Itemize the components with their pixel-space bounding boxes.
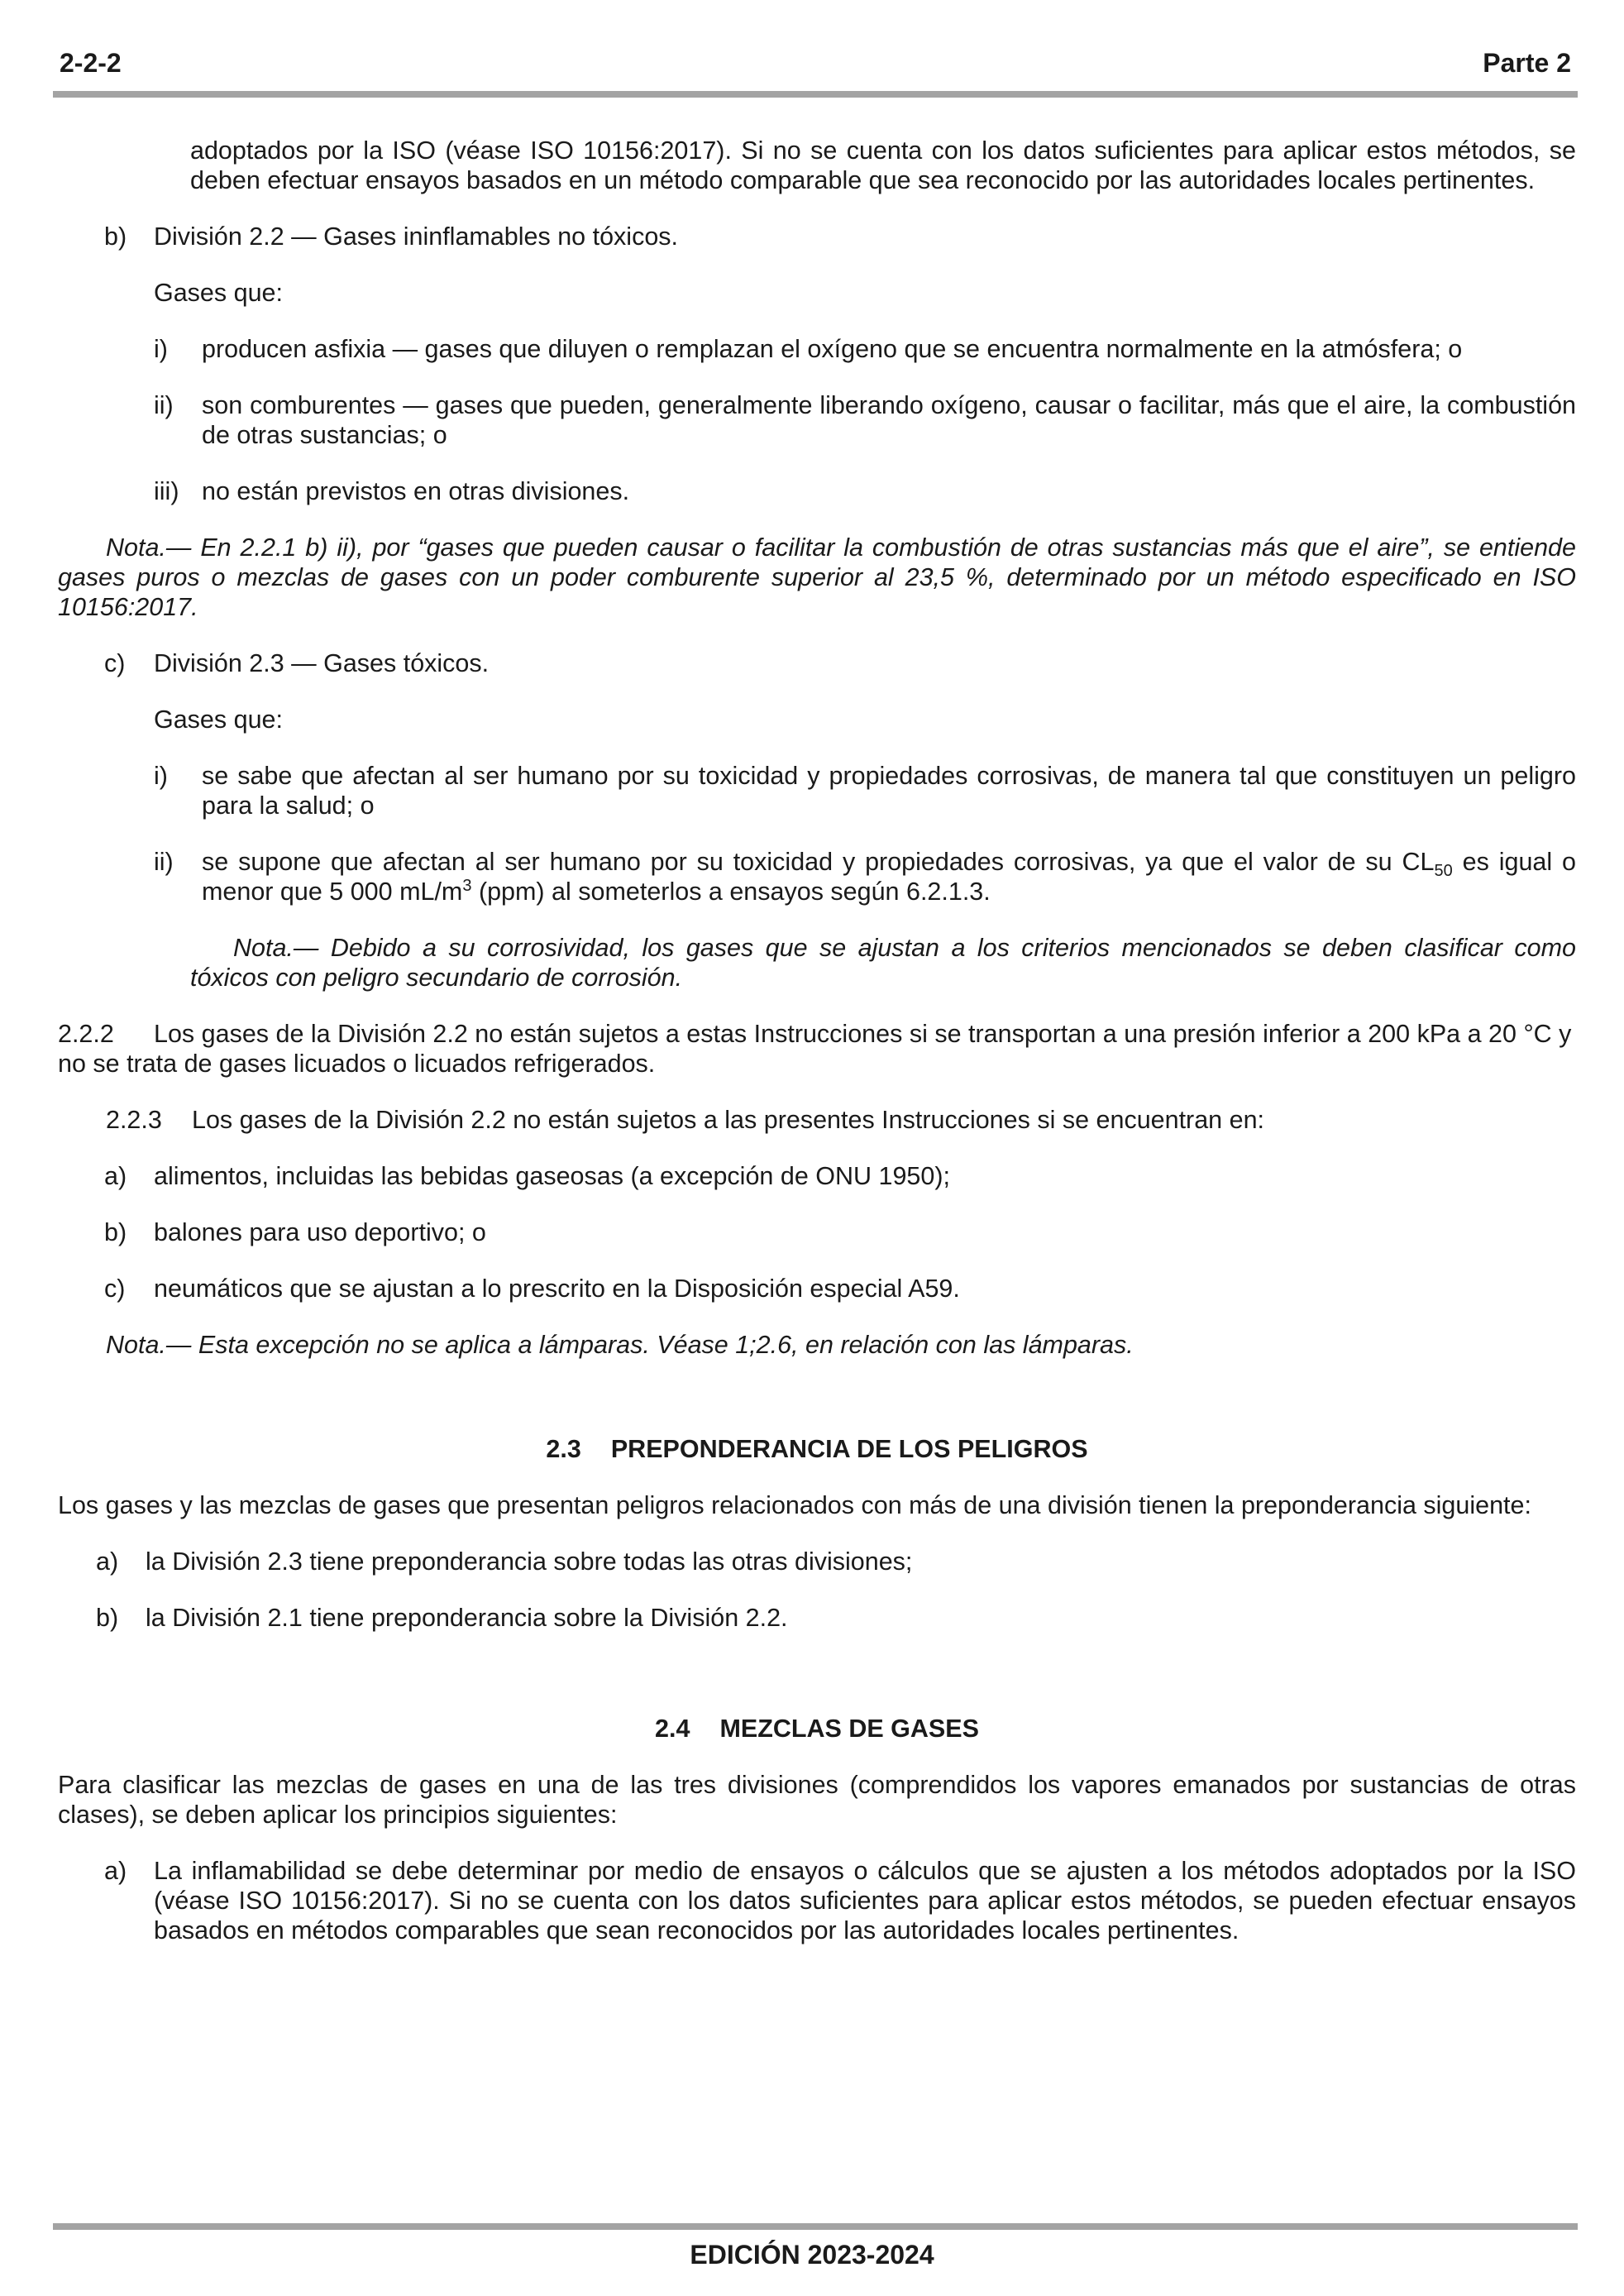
superscript: 3 xyxy=(462,876,472,895)
item-text: División 2.2 — Gases ininflamables no tóxicos. xyxy=(154,222,679,251)
list-item xyxy=(96,1603,1576,1633)
edition-footer: EDICIÓN 2023-2024 xyxy=(690,2240,934,2270)
list-item xyxy=(104,1161,1576,1191)
text-fragment: es igual o menor que 5 000 mL/m xyxy=(202,848,1576,906)
heading-title: MEZCLAS DE GASES xyxy=(719,1715,979,1743)
list-item-b xyxy=(104,222,1576,251)
item-label: b) xyxy=(104,1218,127,1246)
item-label: a) xyxy=(96,1547,119,1576)
list-item xyxy=(154,476,1576,506)
list-item xyxy=(104,1856,1576,1945)
item-label: ii) xyxy=(154,391,174,419)
item-text: producen asfixia — gases que diluyen o remplazan el oxígeno que se encuentra normalmente en la atmósfera; o xyxy=(202,335,1463,363)
section-text: Los gases de la División 2.2 no están sujetos a estas Instrucciones si se transportan a una presión inferior a 200 kPa a 20 °C y no se trata de gases licuados o licuados refrigerados. xyxy=(58,1020,1572,1078)
item-text: son comburentes — gases que pueden, generalmente liberando oxígeno, causar o facilitar, más que el aire, la combustión de otras sustancias; o xyxy=(202,391,1576,449)
item-text: la División 2.3 tiene preponderancia sobre todas las otras divisiones; xyxy=(146,1547,913,1576)
section-number: 2.2.2 xyxy=(58,1020,114,1048)
gases-intro: Gases que: xyxy=(154,706,283,734)
list-item xyxy=(96,1547,1576,1576)
item-text: balones para uso deportivo; o xyxy=(154,1218,486,1246)
item-label: i) xyxy=(154,335,168,363)
note: Nota.— En 2.2.1 b) ii), por “gases que pueden causar o facilitar la combustión de otras sustancias más que el aire”, se entiende gases puros o mezclas de gases con un poder comburente superior al 23,5 %, determinado por un método especificado en ISO 10156:2017. xyxy=(58,533,1576,621)
list-item xyxy=(154,761,1576,820)
section-heading-2-3 xyxy=(58,1434,1576,1464)
section-2-2-2 xyxy=(58,1019,1576,1079)
item-text: neumáticos que se ajustan a lo prescrito en la Disposición especial A59. xyxy=(154,1275,960,1303)
list-item xyxy=(104,1217,1576,1247)
section-intro: Para clasificar las mezclas de gases en una de las tres divisiones (comprendidos los vapores emanados por sustancias de otras clases), se deben aplicar los principios siguientes: xyxy=(58,1771,1576,1829)
section-intro: Los gases y las mezclas de gases que presentan peligros relacionados con más de una división tienen la preponderancia siguiente: xyxy=(58,1491,1531,1519)
part-label: Parte 2 xyxy=(1483,48,1571,78)
heading-number: 2.3 xyxy=(546,1435,581,1463)
note: Nota.— Debido a su corrosividad, los gases que se ajustan a los criterios mencionados se deben clasificar como tóxicos con peligro secundario de corrosión. xyxy=(190,934,1576,992)
item-text: alimentos, incluidas las bebidas gaseosas (a excepción de ONU 1950); xyxy=(154,1162,950,1190)
item-label: b) xyxy=(96,1604,119,1632)
item-text: División 2.3 — Gases tóxicos. xyxy=(154,649,490,677)
item-label: a) xyxy=(104,1857,127,1885)
item-text xyxy=(202,847,1576,906)
list-item xyxy=(154,847,1576,906)
item-label: c) xyxy=(104,649,126,677)
heading-number: 2.4 xyxy=(655,1715,690,1743)
item-label: ii) xyxy=(154,848,174,876)
list-item xyxy=(104,1274,1576,1303)
item-text: no están previstos en otras divisiones. xyxy=(202,477,630,505)
list-item xyxy=(154,390,1576,450)
heading-title: PREPONDERANCIA DE LOS PELIGROS xyxy=(610,1435,1088,1463)
item-label: i) xyxy=(154,762,168,790)
item-label: c) xyxy=(104,1275,126,1303)
text-fragment: se supone que afectan al ser humano por su toxicidad y propiedades corrosivas, ya que el valor de su CL xyxy=(202,848,1435,876)
item-label: a) xyxy=(104,1162,127,1190)
item-label: b) xyxy=(104,222,127,251)
footer-rule xyxy=(53,2223,1578,2230)
page-number: 2-2-2 xyxy=(60,48,122,78)
item-label: iii) xyxy=(154,477,179,505)
subscript: 50 xyxy=(1434,862,1453,881)
continued-paragraph: adoptados por la ISO (véase ISO 10156:2017). Si no se cuenta con los datos suficientes para aplicar estos métodos, se deben efectuar ensayos basados en un método comparable que sea reconocido por las autoridades locales pertinentes. xyxy=(190,136,1576,194)
list-item-c xyxy=(104,648,1576,678)
text-fragment: (ppm) al someterlos a ensayos según 6.2.1.3. xyxy=(471,878,991,906)
list-item xyxy=(154,334,1576,364)
item-text: La inflamabilidad se debe determinar por medio de ensayos o cálculos que se ajusten a los métodos adoptados por la ISO (véase ISO 10156:2017). Si no se cuenta con los datos suficientes para aplicar estos métodos, se pueden efectuar ensayos basados en métodos comparables que sean reconocidos por las autoridades locales pertinentes. xyxy=(154,1857,1576,1944)
section-heading-2-4 xyxy=(58,1714,1576,1744)
section-text: Los gases de la División 2.2 no están sujetos a las presentes Instrucciones si se encuentran en: xyxy=(192,1106,1265,1134)
header-rule xyxy=(53,91,1578,98)
note: Nota.— Esta excepción no se aplica a lámparas. Véase 1;2.6, en relación con las lámparas. xyxy=(106,1331,1134,1359)
section-2-2-3 xyxy=(106,1105,1576,1135)
document-body xyxy=(58,136,1576,1945)
item-text: la División 2.1 tiene preponderancia sobre la División 2.2. xyxy=(146,1604,788,1632)
gases-intro: Gases que: xyxy=(154,279,283,307)
section-number: 2.2.3 xyxy=(106,1106,162,1134)
item-text: se sabe que afectan al ser humano por su toxicidad y propiedades corrosivas, de manera tal que constituyen un peligro para la salud; o xyxy=(202,762,1576,820)
